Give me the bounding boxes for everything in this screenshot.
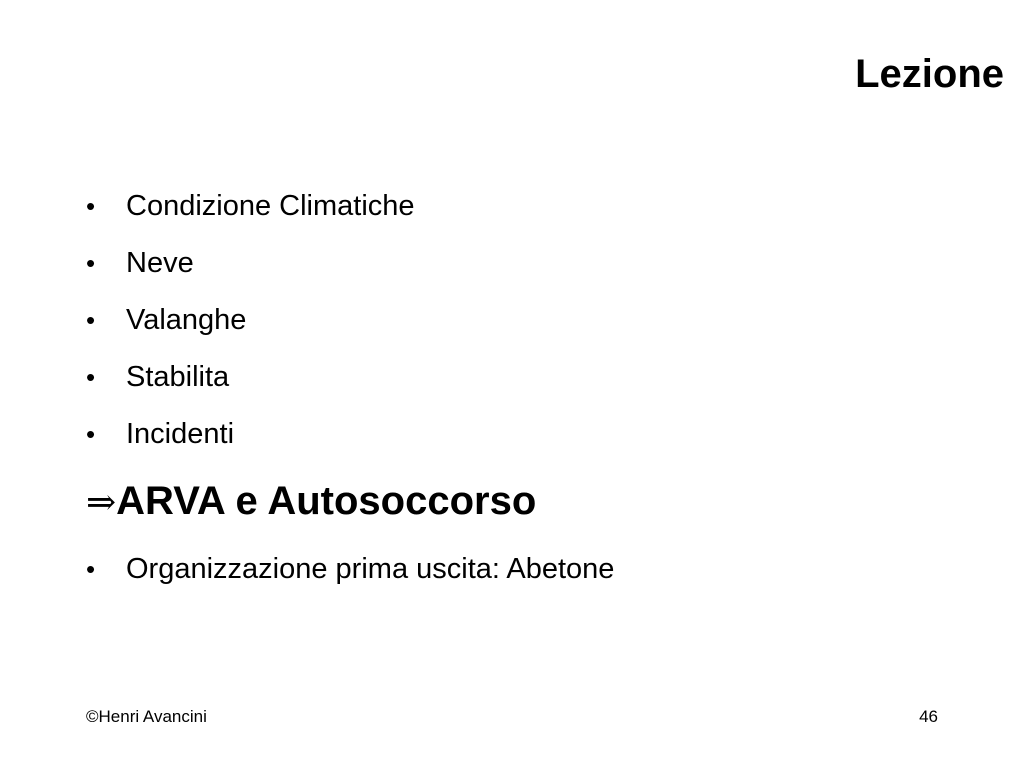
bullet-icon: • [86,554,96,584]
list-item [86,302,614,359]
slide-title: Lezione [855,52,1004,96]
list-item [86,359,614,416]
list-item [86,416,614,473]
list-item [86,245,614,302]
list-item-text: Valanghe [126,304,247,336]
list-item [86,188,614,245]
list-item-text: Condizione Climatiche [126,190,415,222]
list-item-text: Incidenti [126,418,235,450]
implies-arrow-icon: ⇒ [86,482,117,523]
bullet-list [86,188,614,608]
list-item-text: Neve [126,247,194,279]
bullet-icon: • [86,305,96,335]
page-number: 46 [919,707,938,726]
highlighted-list-item [86,479,614,551]
bullet-icon: • [86,419,96,449]
bullet-icon: • [86,191,96,221]
list-item-text: ARVA e Autosoccorso [116,479,537,523]
bullet-icon: • [86,362,96,392]
bullet-icon: • [86,248,96,278]
footer-author: ©Henri Avancini [86,707,207,726]
list-item-text: Stabilita [126,361,230,393]
list-item-text: Organizzazione prima uscita: Abetone [126,553,615,585]
list-item [86,551,614,608]
